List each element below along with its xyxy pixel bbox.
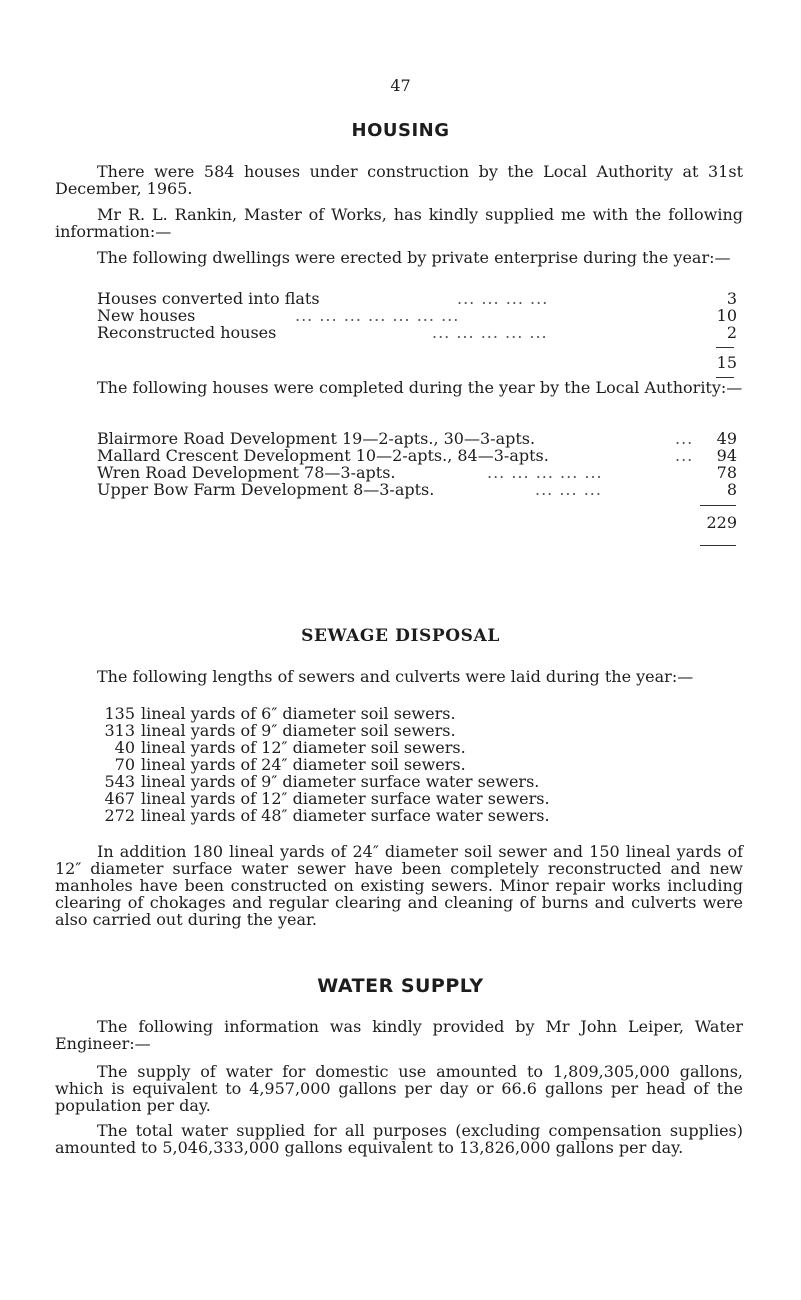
leader-dots: ... ... ... ... [457,289,549,308]
sewage-intro: The following lengths of sewers and culverts were laid during the year:— [97,667,694,686]
sewer-text: lineal yards of 12″ diameter surface water sewers. [141,789,550,808]
sewer-text: lineal yards of 9″ diameter soil sewers. [141,721,456,740]
sewer-text: lineal yards of 6″ diameter soil sewers. [141,704,456,723]
leader-dots: ... [675,429,694,448]
sewer-qty: 467 [104,789,135,808]
leader-dots: ... ... ... [535,480,602,499]
row-label: Mallard Crescent Development 10—2-apts., 84—3-apts. [97,446,549,465]
row-value: 2 [726,323,737,342]
la-total: 229 [706,513,737,532]
housing-paragraph-1: There were 584 houses under construction by the Local Authority at 31st December, 1965. [55,162,743,198]
sewer-text: lineal yards of 24″ diameter soil sewers. [141,755,466,774]
sewer-item [97,739,466,756]
sewer-item [97,807,550,824]
subtotal-rule [716,347,734,348]
row-value: 78 [716,463,737,482]
leader-dots: ... ... ... ... ... [432,323,548,342]
row-label: Houses converted into flats [97,289,320,308]
page-number: 47 [390,76,411,95]
sewer-text: lineal yards of 48″ diameter surface water sewers. [141,806,550,825]
sewer-text: lineal yards of 9″ diameter surface water sewers. [141,772,540,791]
row-label: Upper Bow Farm Development 8—3-apts. [97,480,435,499]
sewer-item [97,790,550,807]
water-paragraph-3: The total water supplied for all purposes (excluding compensation supplies) amounted to 5,046,333,000 gallons equivalent to 13,826,000 gallons per day. [55,1121,743,1157]
sewer-item [97,773,539,790]
private-total: 15 [716,353,737,372]
leader-dots: ... ... ... ... ... ... ... [295,306,460,325]
subtotal-rule [700,505,736,506]
sewer-qty: 272 [104,806,135,825]
sewage-addition-paragraph: In addition 180 lineal yards of 24″ diameter soil sewer and 150 lineal yards of 12″ diameter surface water sewer have been completely reconstructed and new manholes have been constructed on existing sewers. Minor repair works including clearing of chokages and regular clearing and cleaning of burns and culverts were also carried out during the year. [55,842,743,929]
leader-dots: ... [675,446,694,465]
row-label: Reconstructed houses [97,323,277,342]
sewer-qty: 70 [114,755,135,774]
row-value: 10 [716,306,737,325]
sewer-qty: 313 [104,721,135,740]
sewer-qty: 543 [104,772,135,791]
row-label: New houses [97,306,196,325]
housing-heading: HOUSING [351,120,450,141]
row-label: Wren Road Development 78—3-apts. [97,463,396,482]
sewage-heading: SEWAGE DISPOSAL [301,626,500,646]
total-rule [700,545,736,546]
row-value: 94 [716,446,737,465]
housing-paragraph-3: The following dwellings were erected by private enterprise during the year:— [97,248,731,267]
water-paragraph-2: The supply of water for domestic use amounted to 1,809,305,000 gallons, which is equivalent to 4,957,000 gallons per day or 66.6 gallons per head of the population per day. [55,1062,743,1115]
sewer-qty: 135 [104,704,135,723]
sewer-qty: 40 [114,738,135,757]
water-paragraph-1: The following information was kindly provided by Mr John Leiper, Water Engineer:— [55,1017,743,1053]
housing-paragraph-2: Mr R. L. Rankin, Master of Works, has kindly supplied me with the following information:— [55,205,743,241]
row-value: 49 [716,429,737,448]
sewer-item [97,705,456,722]
water-heading: WATER SUPPLY [317,975,484,997]
sewer-item [97,756,466,773]
row-label: Blairmore Road Development 19—2-apts., 30—3-apts. [97,429,536,448]
row-value: 8 [726,480,737,499]
leader-dots: ... ... ... ... ... [487,463,603,482]
row-value: 3 [726,289,737,308]
sewer-text: lineal yards of 12″ diameter soil sewers. [141,738,466,757]
housing-paragraph-4: The following houses were completed during the year by the Local Authority:— [97,378,743,397]
sewer-item [97,722,456,739]
